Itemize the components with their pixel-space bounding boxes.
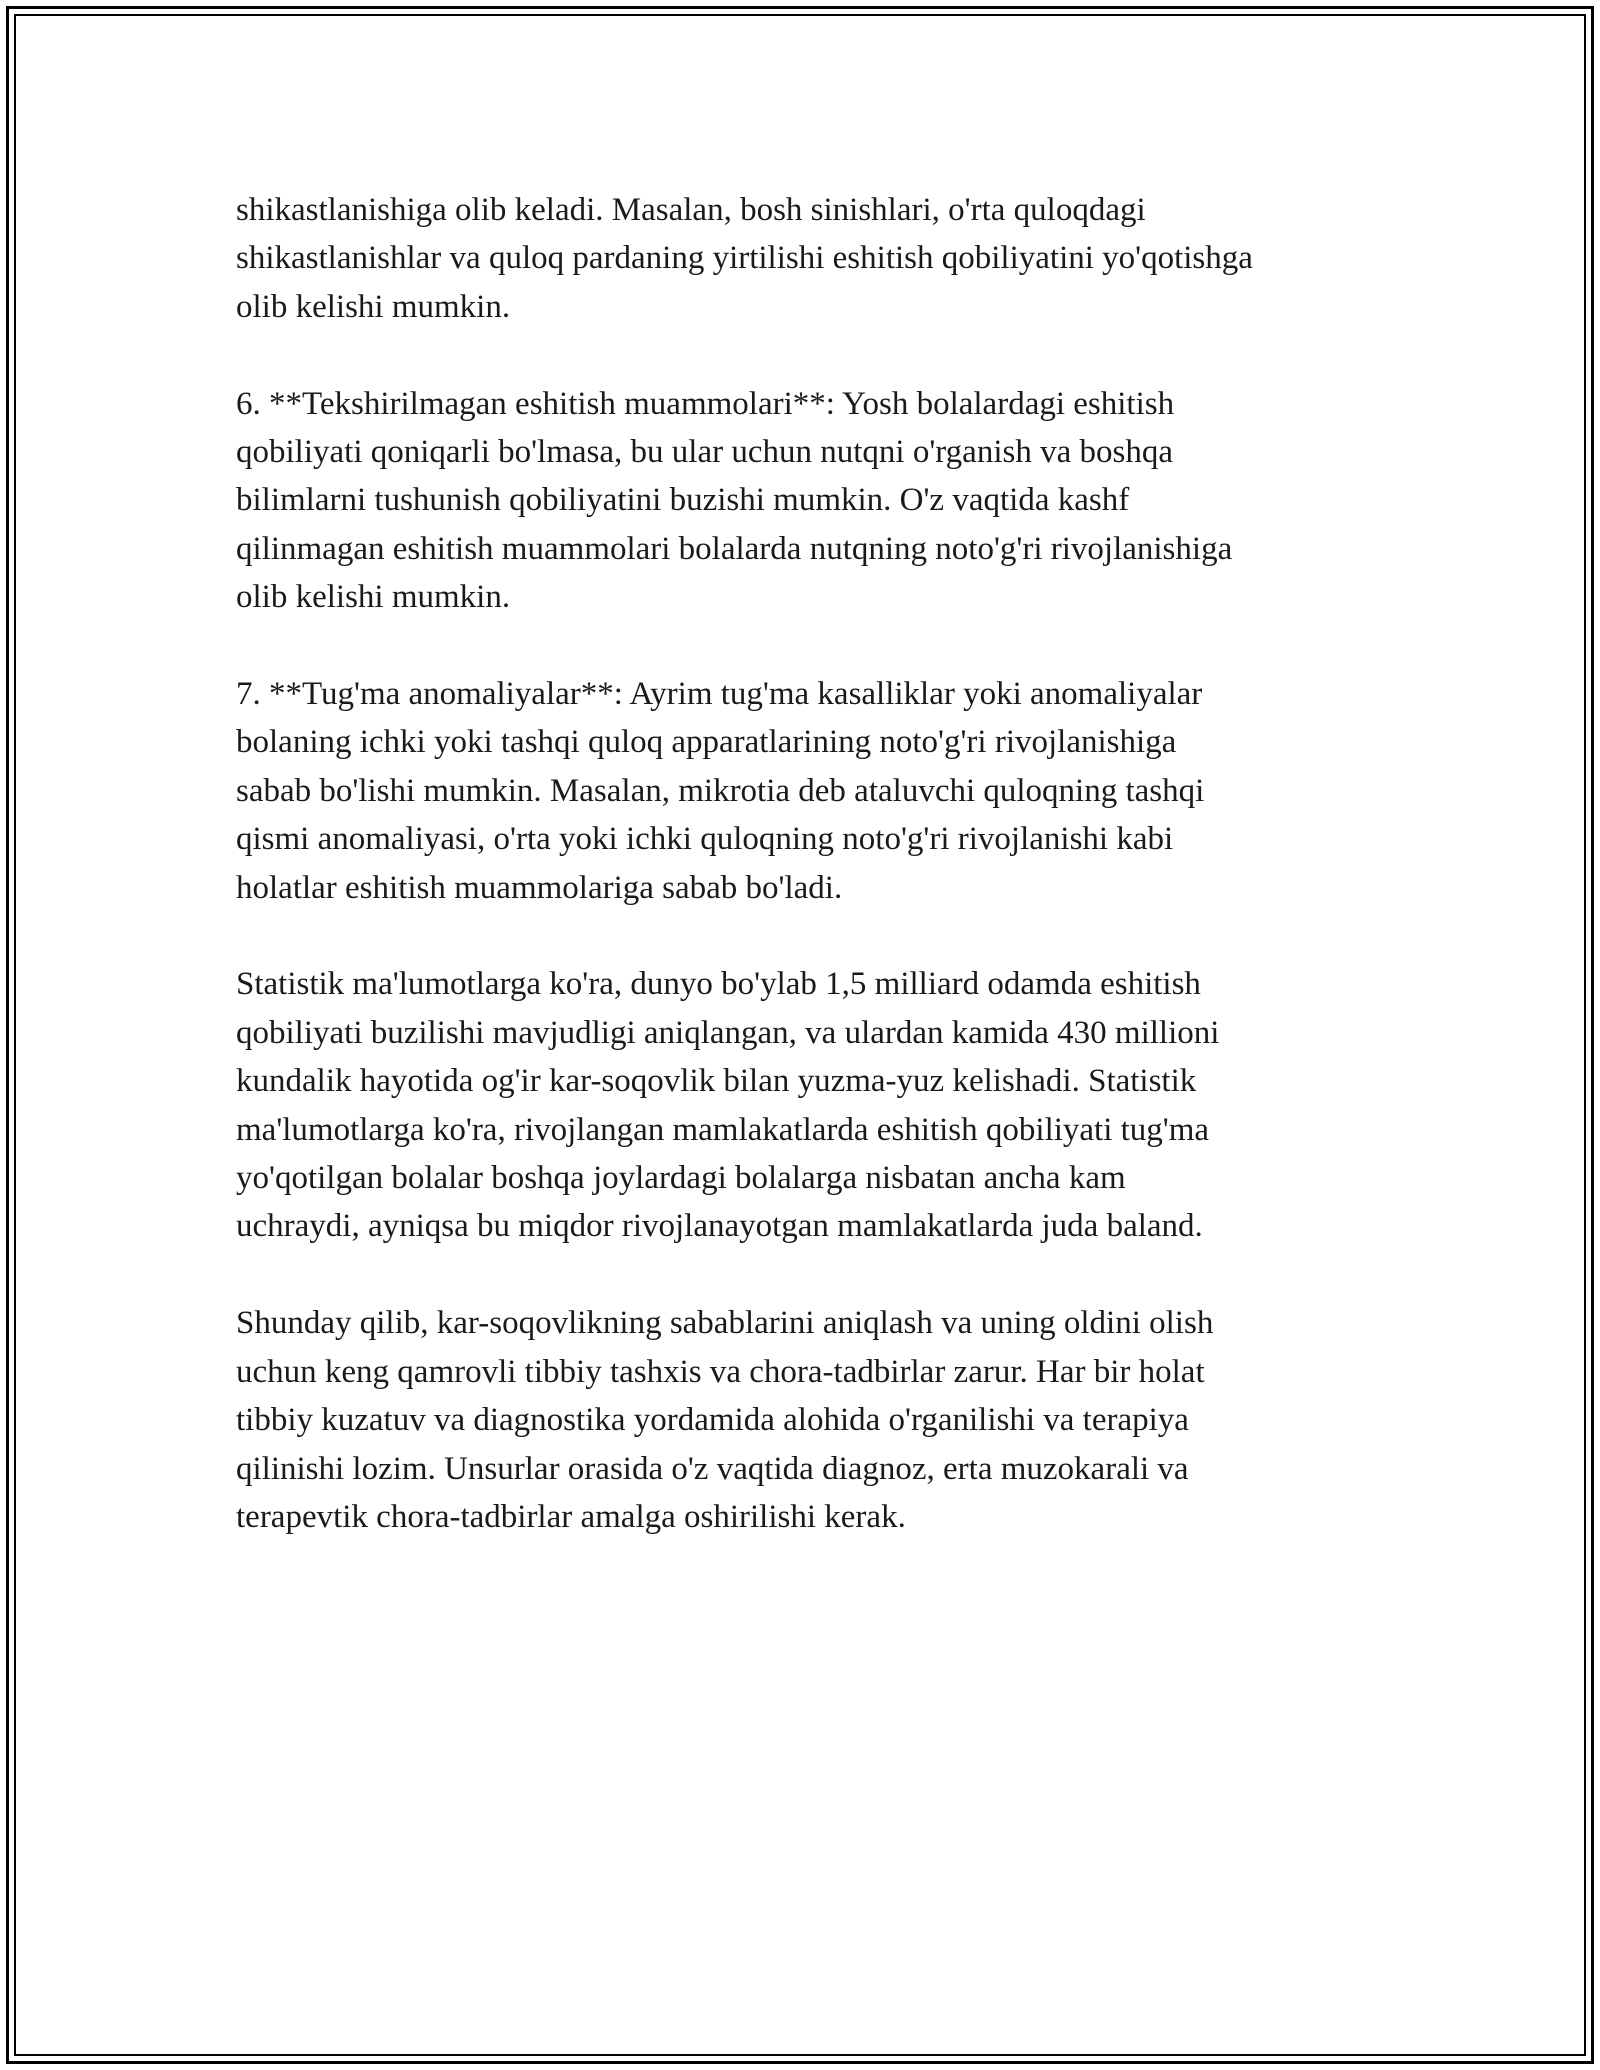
document-body [236,186,1376,1590]
paragraph-statistics: Statistik ma'lumotlarga ko'ra, dunyo bo'ylab 1,5 milliard odamda eshitish qobiliyati buzilishi mavjudligi aniqlangan, va ulardan kamida 430 millioni kundalik hayotida og'ir kar-soqovlik bilan yuzma-yuz kelishadi. Statistik ma'lumotlarga ko'ra, rivojlangan mamlakatlarda eshitish qobiliyati tug'ma yo'qotilgan bolalar boshqa joylardagi bolalarga nisbatan ancha kam uchraydi, ayniqsa bu miqdor rivojlanayotgan mamlakatlarda juda baland. [236,966,1220,1245]
paragraph-conclusion: Shunday qilib, kar-soqovlikning sabablarini aniqlash va uning oldini olish uchun keng qamrovli tibbiy tashxis va chora-tadbirlar zarur. Har bir holat tibbiy kuzatuv va diagnostika yordamida alohida o'rganilishi va terapiya qilinishi lozim. Unsurlar orasida o'z vaqtida diagnoz, erta muzokarali va terapevtik chora-tadbirlar amalga oshirilishi kerak. [236,1305,1214,1535]
paragraph-congenital-anomalies: 7. **Tug'ma anomaliyalar**: Ayrim tug'ma kasalliklar yoki anomaliyalar bolaning ichki yoki tashqi quloq apparatlarining noto'g'ri rivojlanishiga sabab bo'lishi mumkin. Masalan, mikrotia deb ataluvchi quloqning tashqi qismi anomaliyasi, o'rta yoki ichki quloqning noto'g'ri rivojlanishi kabi holatlar eshitish muammolariga sabab bo'ladi. [236,676,1205,906]
paragraph-injury-continuation: shikastlanishiga olib keladi. Masalan, bosh sinishlari, o'rta quloqdagi shikastlanishlar va quloq pardaning yirtilishi eshitish qobiliyatini yo'qotishga olib kelishi mumkin. [236,192,1253,325]
paragraph-unchecked-hearing-problems: 6. **Tekshirilmagan eshitish muammolari**: Yosh bolalardagi eshitish qobiliyati qoniqarli bo'lmasa, bu ular uchun nutqni o'rganish va boshqa bilimlarni tushunish qobiliyatini buzishi mumkin. O'z vaqtida kashf qilinmagan eshitish muammolari bolalarda nutqning noto'g'ri rivojlanishiga olib kelishi mumkin. [236,385,1233,616]
